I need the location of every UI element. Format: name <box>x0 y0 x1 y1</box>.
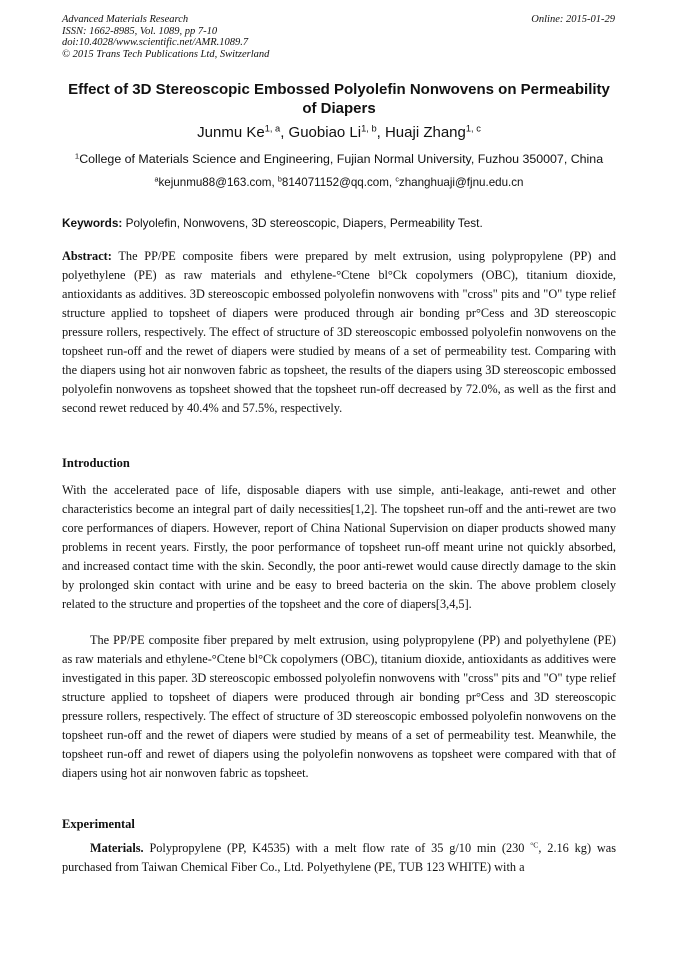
introduction-paragraph: With the accelerated pace of life, disposable diapers with use simple, anti-leakage, anti-rewet and other characteristics become an integral part of daily necessities[1,2]. The topsheet run-off and the anti-rewet are two core performances of diapers. However, report of China National Supervision on diaper products showed many problems in recent years. Firstly, the poor performance of topsheet run-off meant urine not quickly absorbed, and increased contact time with the skin. Secondly, the poor anti-rewet would cause directly damage to the skin by prolonged skin contact with urine and be easy to breed bacteria on the skin. The above problem closely related to the structure and properties of the topsheet and the core of diapers[3,4,5]. <box>62 483 616 611</box>
email-separator: , <box>388 176 396 189</box>
section-heading-experimental: Experimental <box>62 817 135 831</box>
author-affil-marker: 1, a <box>264 123 281 134</box>
author-emails <box>62 175 616 191</box>
author-separator: , <box>376 124 385 141</box>
journal-meta <box>62 14 269 60</box>
journal-name: Advanced Materials Research <box>62 14 189 25</box>
author-affil-marker: 1, b <box>361 123 377 134</box>
keywords-label: Keywords: <box>62 216 123 230</box>
author-name: Junmu Ke <box>197 124 265 141</box>
abstract <box>62 247 616 418</box>
author-separator: , <box>280 124 289 141</box>
author-name: Huaji Zhang <box>384 124 466 141</box>
email-separator: , <box>271 176 278 189</box>
affiliation <box>62 151 616 167</box>
keywords-text: Polyolefin, Nonwovens, 3D stereoscopic, Diapers, Permeability Test. <box>122 216 483 230</box>
materials-label: Materials. <box>90 841 144 855</box>
online-date: Online: 2015-01-29 <box>531 14 615 25</box>
email-marker: c <box>395 174 399 184</box>
email-address[interactable]: zhanghuaji@fjnu.edu.cn <box>398 176 524 189</box>
journal-copyright: © 2015 Trans Tech Publications Ltd, Switzerland <box>62 48 270 60</box>
abstract-text: The PP/PE composite fibers were prepared by melt extrusion, using polypropylene (PP) and polyethylene (PE) as raw materials and ethylene-°Ctene bl°Ck copolymers (OBC), titanium dioxide, antioxidants as additives. 3D stereoscopic embossed polyolefin nonwovens with "cross" pits and "O" type relief structure applied to topsheet of diapers were produced through air bonding pr°Cess and 3D stereoscopic pressure rollers, respectively. The effect of structure of 3D stereoscopic embossed polyolefin nonwovens on the topsheet run-off and the rewet of diapers were studied by means of a set of permeability test. Comparing with the diapers using hot air nonwoven fabric as topsheet, the results of the diapers using 3D stereoscopic embossed polyolefin nonwovens as topsheet showed that the topsheet run-off decreased by 72.0%, as well as the first and second rewet reduced by 40.4% and 57.5%, respectively. <box>62 249 616 415</box>
email-address[interactable]: kejunmu88@163.com <box>158 176 272 189</box>
affiliation-text: College of Materials Science and Engineering, Fujian Normal University, Fuzhou 350007, China <box>79 152 604 166</box>
affiliation-marker: 1 <box>74 151 80 161</box>
author-name: Guobiao Li <box>288 124 362 141</box>
paper-title: Effect of 3D Stereoscopic Embossed Polyolefin Nonwovens on Permeability of Diapers <box>68 81 610 117</box>
materials-text: Polypropylene (PP, K4535) with a melt flow rate of 35 g/10 min (230 <box>143 841 531 855</box>
email-marker: a <box>154 174 159 184</box>
keywords <box>62 215 616 231</box>
experimental-paragraph <box>62 839 616 877</box>
introduction-paragraph: The PP/PE composite fiber prepared by melt extrusion, using polypropylene (PP) and polyethylene (PE) as raw materials and ethylene-°Ctene bl°Ck copolymers (OBC), titanium dioxide, antioxidants as additives were investigated in this paper. 3D stereoscopic embossed polyolefin nonwovens with "cross" pits and "O" type relief structure applied to topsheet of diapers were produced through air bonding pr°Cess and 3D stereoscopic pressure rollers, respectively. The effect of structure of 3D stereoscopic embossed polyolefin nonwovens on the topsheet run-off and the rewet of diapers were studied by means of a set of permeability test. Meanwhile, the topsheet run-off and rewet of diapers using the polyolefin nonwovens as topsheet were compared with that of diapers using hot air nonwoven fabric as topsheet. <box>62 633 616 780</box>
journal-doi: doi:10.4028/www.scientific.net/AMR.1089.7 <box>62 37 249 48</box>
email-marker: b <box>277 174 282 184</box>
author-list <box>62 123 616 142</box>
temperature-unit: °C <box>530 840 539 850</box>
author-affil-marker: 1, c <box>465 123 481 134</box>
journal-issn: ISSN: 1662-8985, Vol. 1089, pp 7-10 <box>62 25 218 37</box>
materials-text: , 2.16 kg) was purchased from Taiwan Chemical Fiber Co., Ltd. Polyethylene (PE, TUB 123 WHITE) with a <box>62 841 616 874</box>
section-heading-introduction: Introduction <box>62 456 130 470</box>
abstract-label: Abstract: <box>62 249 112 263</box>
email-address[interactable]: 814071152@qq.com <box>281 176 389 189</box>
